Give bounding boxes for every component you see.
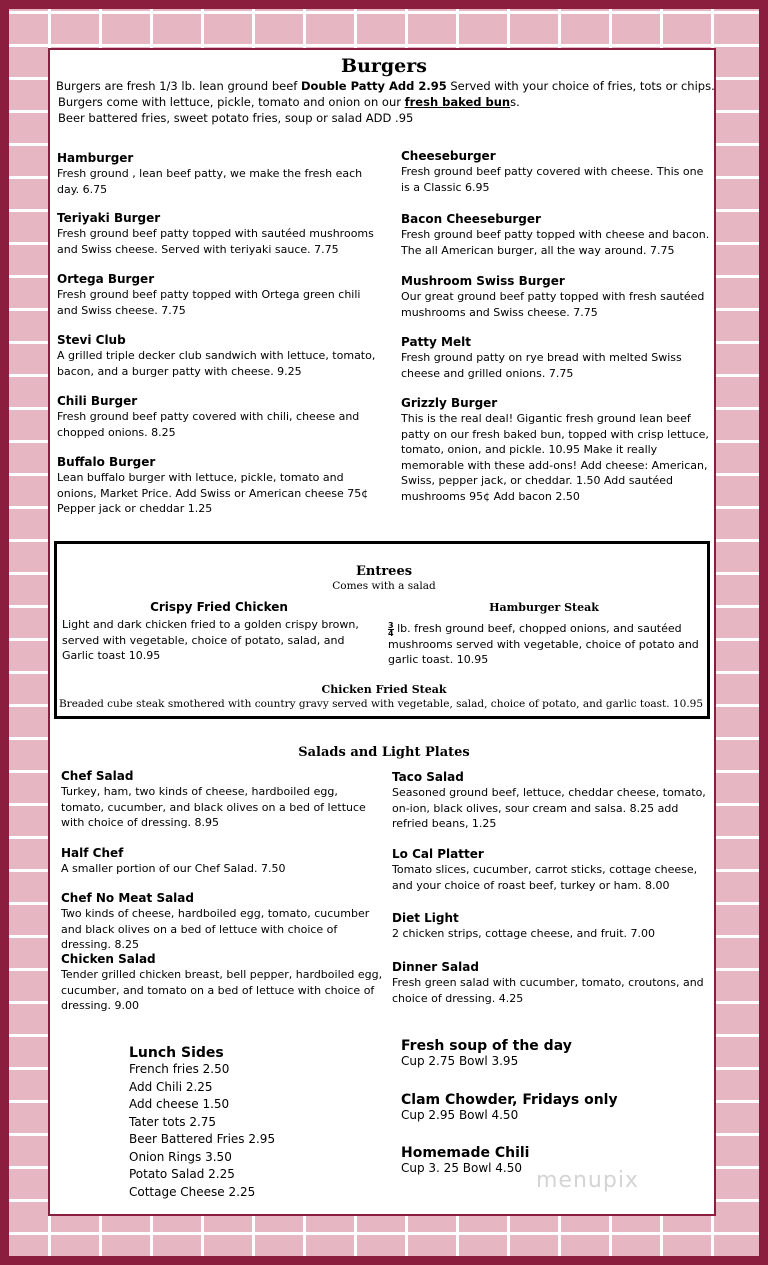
list-item: Add cheese 1.50 [129,1097,230,1111]
frame-border-left [0,0,9,1265]
burger-item [401,334,713,381]
item-name: Half Chef [61,846,124,860]
burgers-intro-line3: Beer battered fries, sweet potato fries, soup or salad ADD .95 [58,111,414,125]
item-name: Chef Salad [61,769,134,783]
item-name: Bacon Cheeseburger [401,212,541,226]
soup-price: Cup 2.95 Bowl 4.50 [401,1108,519,1122]
salad-item [61,890,383,953]
item-name: Dinner Salad [392,960,479,974]
item-description: This is the real deal! Gigantic fresh ground lean beef patty on our fresh baked bun, topped with crisp lettuce, tomato, onion, and pickle. 10.95 Make it really memorable with these add-ons! Add cheese: American, Swiss, pepper jack, or cheddar. 1.50 Add sautéed mushrooms 95¢ Add bacon 2.50 [401,412,709,503]
salads-title: Salads and Light Plates [298,745,470,760]
watermark-logo: menupix [536,1168,639,1193]
item-name: Cheeseburger [401,149,496,163]
item-description: Fresh ground , lean beef patty, we make the fresh each day. 6.75 [57,167,363,196]
item-name: Taco Salad [392,770,464,784]
salad-item [392,910,712,942]
frame-border-right [759,0,768,1265]
list-item: Cottage Cheese 2.25 [129,1184,256,1199]
burger-item [57,393,379,440]
burgers-intro-line1: Burgers are fresh 1/3 lb. lean ground beef Double Patty Add 2.95 Served with your choice of fries, tots or chips. [56,79,715,93]
item-description: A grilled triple decker club sandwich with lettuce, tomato, bacon, and a burger patty with cheese. 9.25 [57,349,376,378]
crispy-fried-chicken-name: Crispy Fried Chicken [150,600,288,614]
item-description: Seasoned ground beef, lettuce, cheddar cheese, tomato, on-ion, black olives, sour cream and salsa. 8.25 add refried beans, 1.25 [392,786,706,830]
burger-item [401,273,713,320]
burger-item [57,210,379,257]
chicken-fried-steak-name: Chicken Fried Steak [321,683,447,696]
hamburger-steak-desc: $\frac{3}{4}$ lb. fresh ground beef, chopped onions, and sautéed mushrooms served with vegetable, choice of potato and garlic toast. 10.95 [388,620,699,666]
burgers-intro-line2: Burgers come with lettuce, pickle, tomato and onion on our fresh baked buns. [58,95,520,109]
salad-item [61,951,383,1014]
soup-name: Clam Chowder, Fridays only [401,1092,618,1108]
item-description: A smaller portion of our Chef Salad. 7.50 [61,862,286,875]
chicken-fried-steak-desc: Breaded cube steak smothered with country gravy served with vegetable, salad, choice of potato, and garlic toast. 10.95 [58,698,704,710]
salad-item [61,845,383,877]
item-name: Chili Burger [57,394,138,408]
list-item: Onion Rings 3.50 [129,1149,232,1164]
item-description: Fresh ground beef patty covered with cheese. This one is a Classic 6.95 [401,165,704,194]
item-description: Fresh green salad with cucumber, tomato, croutons, and choice of dressing. 4.25 [392,976,704,1005]
list-item: Add Chili 2.25 [129,1079,213,1094]
crispy-fried-chicken-desc: Light and dark chicken fried to a golden crispy brown, served with vegetable, choice of potato, salad, and Garlic toast 10.95 [62,618,359,662]
frame-border-bottom [0,1256,768,1265]
item-description: Fresh ground beef patty topped with Ortega green chili and Swiss cheese. 7.75 [57,288,361,317]
soup-price: Cup 3. 25 Bowl 4.50 [401,1161,523,1175]
item-name: Patty Melt [401,335,471,349]
burger-item [57,150,379,197]
item-description: Fresh ground beef patty topped with sautéed mushrooms and Swiss cheese. Served with teriyaki sauce. 7.75 [57,227,374,256]
item-description: Fresh ground beef patty covered with chili, cheese and chopped onions. 8.25 [57,410,360,439]
item-description: Tomato slices, cucumber, carrot sticks, cottage cheese, and your choice of roast beef, turkey or ham. 8.00 [392,863,698,892]
item-name: Stevi Club [57,333,126,347]
salad-item [392,959,712,1006]
item-name: Teriyaki Burger [57,211,161,225]
soup-item [401,1092,701,1122]
item-name: Hamburger [57,151,134,165]
item-description: Tender grilled chicken breast, bell pepper, hardboiled egg, cucumber, and tomato on a bed of lettuce with choice of dressing. 9.00 [61,968,383,1012]
soup-item [401,1038,701,1068]
item-name: Diet Light [392,911,459,925]
list-item: French fries 2.50 [129,1062,230,1076]
hamburger-steak-name: Hamburger Steak [489,601,599,614]
list-item: Beer Battered Fries 2.95 [129,1132,276,1146]
frame-border-top [0,0,768,9]
item-name: Grizzly Burger [401,396,498,410]
soup-name: Fresh soup of the day [401,1038,572,1054]
fraction-three-quarters: $\frac{3}{4}$ [388,620,394,638]
salad-item [61,768,383,831]
item-description: Fresh ground patty on rye bread with melted Swiss cheese and grilled onions. 7.75 [401,351,682,380]
lunch-sides [129,1045,369,1201]
burger-item [57,271,379,318]
item-name: Buffalo Burger [57,455,156,469]
burger-item [401,148,713,195]
lunch-sides-title: Lunch Sides [129,1045,224,1061]
item-description: 2 chicken strips, cottage cheese, and fruit. 7.00 [392,927,656,940]
item-description: Turkey, ham, two kinds of cheese, hardboiled egg, tomato, cucumber, and black olives on a bed of lettuce with choice of dressing. 8.95 [61,785,366,829]
burger-item [57,454,379,517]
item-description: Lean buffalo burger with lettuce, pickle, tomato and onions, Market Price. Add Swiss or American cheese 75¢ Pepper jack or cheddar 1.25 [57,471,369,515]
burgers-title: Burgers [341,55,427,77]
list-item: Tater tots 2.75 [129,1114,217,1129]
item-name: Chef No Meat Salad [61,891,194,905]
salad-item [392,769,712,832]
item-name: Chicken Salad [61,952,156,966]
salad-item [392,846,712,893]
soup-price: Cup 2.75 Bowl 3.95 [401,1054,519,1068]
burger-item [401,211,713,258]
soup-name: Homemade Chili [401,1145,530,1161]
burger-item [401,395,713,504]
item-description: Two kinds of cheese, hardboiled egg, tomato, cucumber and black olives on a bed of lettuce with choice of dressing. 8.25 [61,907,370,951]
burger-item [57,332,379,379]
item-description: Our great ground beef patty topped with fresh sautéed mushrooms and Swiss cheese. 7.75 [401,290,705,319]
list-item: Potato Salad 2.25 [129,1167,235,1181]
item-name: Lo Cal Platter [392,847,484,861]
item-name: Mushroom Swiss Burger [401,274,565,288]
entrees-title: Entrees [355,564,413,579]
entrees-subtitle: Comes with a salad [332,580,436,592]
item-description: Fresh ground beef patty topped with cheese and bacon. The all American burger, all the way around. 7.75 [401,228,710,257]
item-name: Ortega Burger [57,272,155,286]
